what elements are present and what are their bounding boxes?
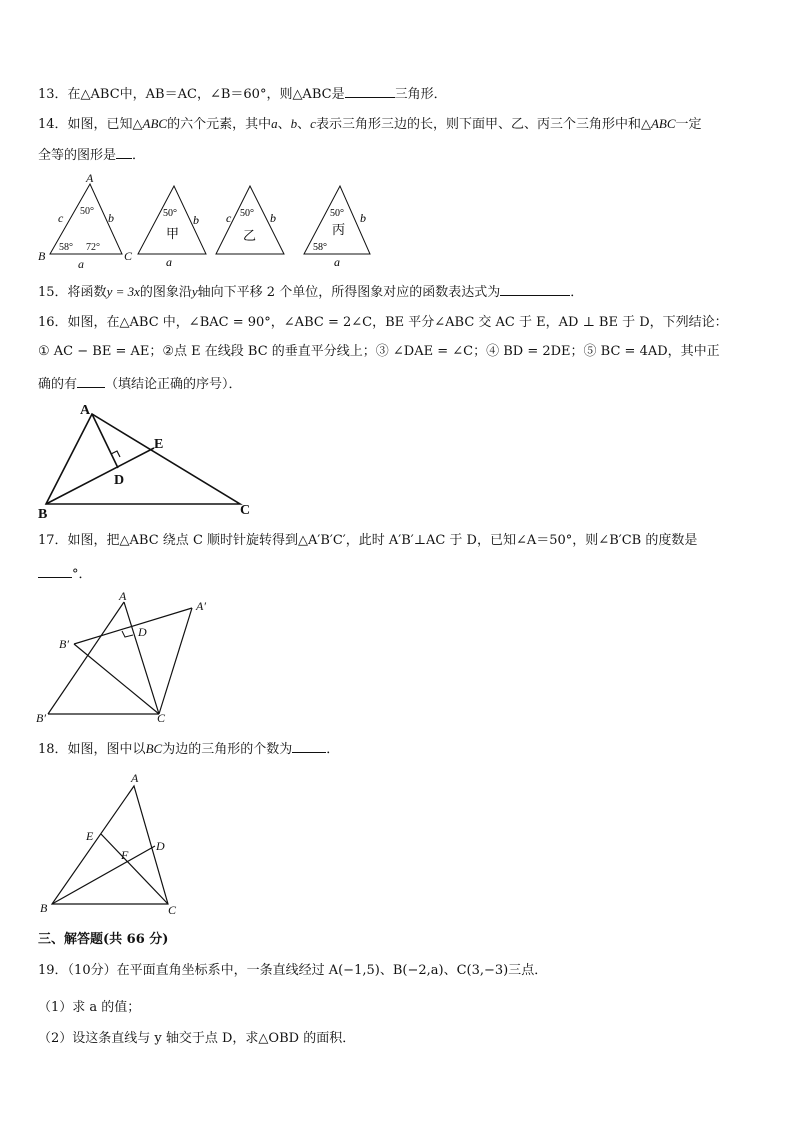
q14-line2: 全等的图形是 [38, 148, 117, 163]
q14-yi-b: b [270, 211, 276, 225]
q14-text-d: 一定 [675, 117, 702, 132]
q16-label-A: A [80, 403, 91, 418]
q15-y: y [191, 284, 198, 299]
question-16-line3 [38, 374, 242, 394]
question-19-part1: （1）求 a 的值； [38, 1000, 141, 1015]
q16-line1: 如图，在△ABC 中，∠BAC = 90°，∠ABC = 2∠C，BE 平分∠ABC 交 AC 于 E，AD ⊥ BE 于 D，下列结论： [67, 315, 728, 330]
q14-sep1: 、 [277, 117, 291, 132]
q18-end: ． [326, 742, 340, 757]
q14-jia-angle: 50° [163, 208, 177, 219]
q14-text-a: 如图，已知△ [67, 117, 143, 132]
q14-label-B: B [38, 249, 46, 263]
q17-line1: 如图，把△ABC 绕点 C 顺时针旋转得到△A′B′C′，此时 A′B′⊥AC 于 D，已知∠A＝50°，则∠B′CB 的度数是 [67, 533, 698, 548]
q14-sep2: 、 [297, 117, 311, 132]
q16-label-D: D [114, 473, 125, 488]
q14-bing-name: 丙 [332, 222, 346, 237]
q18-number: 18． [38, 742, 68, 757]
q18-label-E: E [86, 829, 94, 843]
question-17-line2 [38, 564, 92, 584]
q14-label-c: c [58, 211, 64, 225]
q18-text-b: 为边的三角形的个数为 [162, 742, 293, 757]
q14-label-b: b [108, 211, 114, 225]
q17-lines [48, 602, 192, 714]
q15-number: 15． [38, 285, 68, 300]
q13-text-end: 三角形． [394, 87, 447, 102]
question-17-line1 [38, 532, 697, 550]
q14-jia-a: a [166, 255, 172, 269]
q16-line3b: （填结论正确的序号）． [105, 377, 242, 392]
q17-label-B-prime-2: B′ [36, 711, 46, 725]
q15-text-a: 将函数 [67, 285, 107, 300]
question-15 [38, 282, 583, 302]
q16-line2: ① AC − BE = AE；②点 E 在线段 BC 的垂直平分线上；③ ∠DAE = ∠C；④ BD = 2DE；⑤ BC = 4AD，其中正 [38, 344, 720, 359]
q18-label-D: D [156, 839, 165, 853]
q15-end: ． [570, 285, 584, 300]
q14-line2-end: ． [132, 148, 146, 163]
q15-answer-blank[interactable] [500, 282, 570, 296]
q14-bing-angle: 50° [330, 208, 344, 219]
question-16-line2 [38, 343, 720, 361]
q16-label-B: B [38, 507, 48, 522]
q18-label-C: C [168, 903, 177, 917]
q18-text-a: 如图，图中以 [67, 742, 146, 757]
question-19-part2: （2）设这条直线与 y 轴交于点 D，求△OBD 的面积． [38, 1031, 356, 1046]
question-14-line1 [38, 115, 702, 134]
q16-label-E: E [154, 437, 164, 452]
q14-label-a: a [78, 257, 84, 270]
q17-label-A-prime: A′ [196, 599, 206, 613]
q16-number: 16． [38, 315, 68, 330]
q18-label-A: A [131, 771, 139, 785]
q14-angle-B: 58° [59, 242, 73, 253]
q17-label-B-prime: B′ [59, 637, 69, 651]
q18-label-F: F [121, 848, 129, 862]
q18-answer-blank[interactable] [292, 739, 326, 753]
q18-bc: BC [145, 741, 163, 756]
question-13 [38, 84, 447, 104]
q15-text-c: 轴向下平移 2 个单位，所得图象对应的函数表达式为 [197, 285, 501, 300]
q14-text-b: 的六个元素，其中 [167, 117, 272, 132]
q14-jia-b: b [193, 213, 199, 227]
q17-answer-blank[interactable] [38, 564, 72, 578]
q14-figure [34, 170, 384, 270]
section-3-heading: 三、解答题(共 66 分) [38, 932, 169, 947]
q19-number: 19． [38, 963, 68, 978]
q19-line1: （10分）在平面直角坐标系中，一条直线经过 A(−1,5)、B(−2,a)、C(3,−3)三点． [67, 963, 548, 978]
q14-angle-C: 72° [86, 242, 100, 253]
q14-jia-name: 甲 [166, 226, 180, 241]
q13-text: 在△ABC中，AB＝AC，∠B＝60°，则△ABC是 [67, 87, 345, 102]
q14-answer-blank[interactable] [116, 145, 132, 159]
q17-label-C: C [157, 711, 166, 725]
q14-label-A: A [86, 171, 94, 185]
q16-label-C: C [240, 503, 251, 518]
q14-text-c: 表示三角形三边的长，则下面甲、乙、丙三个三角形中和△ [315, 117, 651, 132]
q17-figure [34, 588, 224, 728]
q13-answer-blank[interactable] [345, 84, 395, 98]
q14-yi-c: c [226, 211, 232, 225]
question-18 [38, 739, 339, 759]
q14-yi-angle: 50° [240, 208, 254, 219]
q14-bing-angle2: 58° [313, 242, 327, 253]
q17-label-A: A [119, 589, 127, 603]
q14-bing-b: b [360, 211, 366, 225]
q14-label-C: C [124, 249, 133, 263]
q16-line3a: 确的有 [38, 377, 78, 392]
q17-number: 17． [38, 533, 68, 548]
q16-answer-blank[interactable] [77, 374, 105, 388]
q17-label-D: D [138, 625, 147, 639]
q16-triangle [46, 414, 240, 504]
q14-triangle2: ABC [650, 116, 676, 131]
q18-label-B: B [40, 901, 48, 915]
question-19-line1 [38, 962, 547, 980]
q14-yi-name: 乙 [243, 228, 257, 243]
q18-figure [34, 768, 194, 918]
q14-triangle: ABC [142, 116, 168, 131]
q17-line2-end: °． [72, 567, 92, 582]
q15-function: y = 3x [106, 284, 140, 299]
q13-number: 13． [38, 87, 68, 102]
q14-a: a [271, 116, 278, 131]
q15-text-b: 的图象沿 [139, 285, 192, 300]
q18-lines [52, 786, 168, 904]
question-14-line2 [38, 145, 145, 165]
question-16-line1 [38, 314, 728, 332]
q14-angle-A: 50° [80, 206, 94, 217]
q14-number: 14． [38, 117, 68, 132]
q14-bing-a: a [334, 255, 340, 269]
q14-b: b [290, 116, 298, 131]
q16-figure [34, 400, 264, 525]
q14-c: c [310, 116, 316, 131]
